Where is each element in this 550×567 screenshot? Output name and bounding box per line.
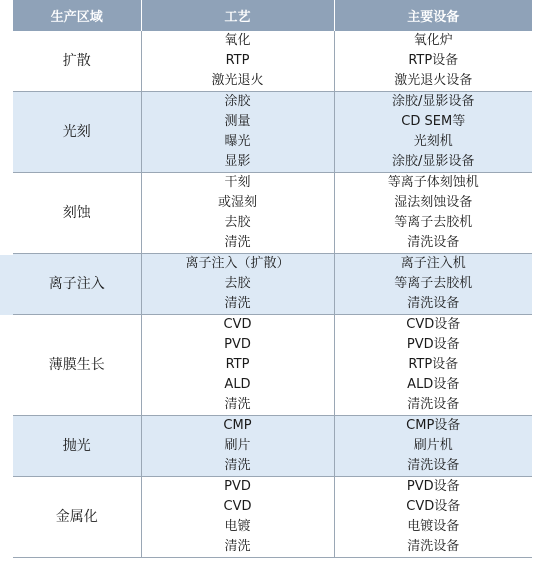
equipment-cell: PVD设备 [334,477,532,498]
equipment-cell: 氧化炉 [334,31,532,51]
process-cell: 清洗 [141,395,334,416]
process-cell: 清洗 [141,294,334,315]
equipment-cell: CMP设备 [334,416,532,437]
process-cell: 显影 [141,152,334,173]
left-edge-accent [0,255,13,315]
equipment-cell: 等离子去胶机 [334,213,532,233]
area-cell: 离子注入 [13,254,141,315]
equipment-cell: RTP设备 [334,355,532,375]
equipment-cell: CVD设备 [334,497,532,517]
area-cell: 刻蚀 [13,173,141,254]
process-cell: RTP [141,51,334,71]
table-row [13,173,532,194]
header-area: 生产区域 [13,0,141,31]
equipment-cell: 湿法刻蚀设备 [334,193,532,213]
area-group [13,31,532,92]
equipment-cell: 激光退火设备 [334,71,532,92]
process-cell: 干刻 [141,173,334,194]
process-cell: 电镀 [141,517,334,537]
area-cell: 扩散 [13,31,141,92]
equipment-cell: 涂胶/显影设备 [334,92,532,113]
table-row [13,31,532,51]
process-cell: 去胶 [141,274,334,294]
header-equipment: 主要设备 [334,0,532,31]
area-cell: 抛光 [13,416,141,477]
area-group [13,254,532,315]
process-cell: 离子注入（扩散） [141,254,334,275]
table-row [13,254,532,275]
process-cell: 去胶 [141,213,334,233]
equipment-cell: 清洗设备 [334,395,532,416]
table-row [13,416,532,437]
area-cell: 光刻 [13,92,141,173]
equipment-table [13,0,532,558]
equipment-cell: CVD设备 [334,315,532,336]
process-cell: PVD [141,477,334,498]
process-cell: RTP [141,355,334,375]
equipment-cell: 清洗设备 [334,233,532,254]
equipment-cell: PVD设备 [334,335,532,355]
equipment-cell: 光刻机 [334,132,532,152]
equipment-cell: 清洗设备 [334,294,532,315]
process-cell: 清洗 [141,456,334,477]
process-cell: CMP [141,416,334,437]
process-cell: CVD [141,315,334,336]
area-group [13,173,532,254]
table-row [13,315,532,336]
process-cell: CVD [141,497,334,517]
process-cell: 氧化 [141,31,334,51]
process-cell: ALD [141,375,334,395]
area-cell: 金属化 [13,477,141,558]
area-group [13,416,532,477]
equipment-cell: 清洗设备 [334,456,532,477]
process-cell: 刷片 [141,436,334,456]
equipment-cell: 等离子去胶机 [334,274,532,294]
process-cell: 激光退火 [141,71,334,92]
process-cell: 或湿刻 [141,193,334,213]
process-cell: 涂胶 [141,92,334,113]
header-row [13,0,532,31]
area-group [13,92,532,173]
header-process: 工艺 [141,0,334,31]
equipment-cell: 刷片机 [334,436,532,456]
table-row [13,477,532,498]
process-cell: 清洗 [141,233,334,254]
equipment-cell: 等离子体刻蚀机 [334,173,532,194]
equipment-cell: 涂胶/显影设备 [334,152,532,173]
equipment-cell: 电镀设备 [334,517,532,537]
table-row [13,92,532,113]
equipment-cell: CD SEM等 [334,112,532,132]
equipment-cell: 清洗设备 [334,537,532,558]
equipment-cell: 离子注入机 [334,254,532,275]
equipment-cell: ALD设备 [334,375,532,395]
process-cell: 测量 [141,112,334,132]
process-cell: 曝光 [141,132,334,152]
process-cell: 清洗 [141,537,334,558]
area-cell: 薄膜生长 [13,315,141,416]
area-group [13,477,532,558]
process-cell: PVD [141,335,334,355]
equipment-cell: RTP设备 [334,51,532,71]
area-group [13,315,532,416]
